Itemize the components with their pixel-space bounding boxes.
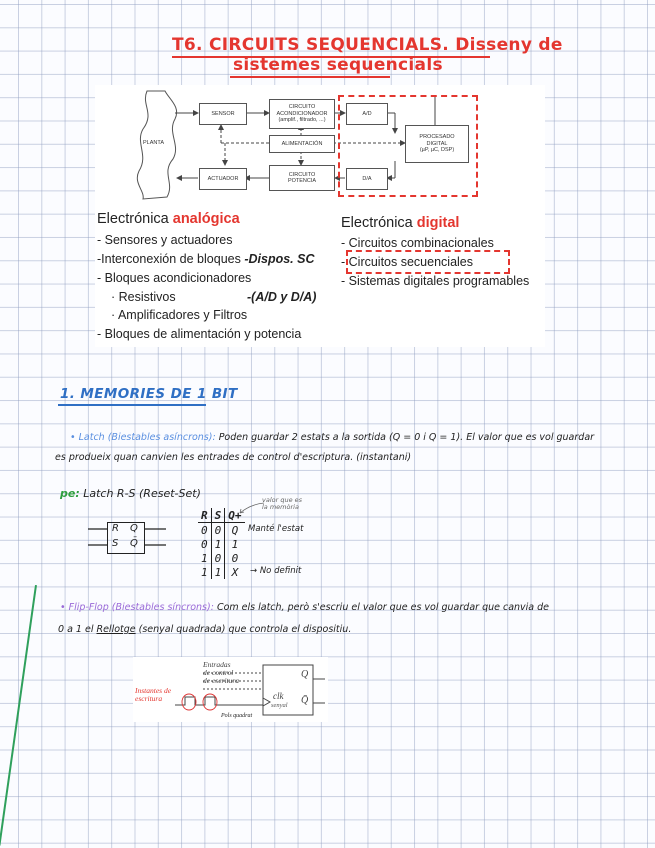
analog-item-2-text: -Interconexión de bloques [97,252,245,266]
latch-qbar: Q̄ [130,538,138,549]
analog-heading [97,211,240,227]
sensor-block [199,103,247,125]
table-row [198,537,245,551]
dispos-sc: -Dispos. SC [244,252,315,266]
truth-cell: 0 [198,537,211,551]
ff-inputs-line3: de escritura [203,676,240,685]
truth-header-row [198,508,245,523]
analog-item-3: - Bloques acondicionadores [97,271,252,285]
page-title-line1: T6. CIRCUITS SEQUENCIALS. Disseny de [172,35,563,55]
truth-cell: 0 [198,523,211,538]
digital-processing-label-3: (µP, µC, DSP) [419,147,455,154]
actuator-block [199,168,247,190]
clock-word: Rellotge [96,624,136,635]
title-underline-2 [230,76,390,78]
flipflop-figure [133,657,328,722]
power-circuit-label-2: POTENCIA [287,178,317,184]
latch-s: S [112,538,119,549]
ff-inputs-label [203,661,239,685]
digital-section-highlight [338,95,478,197]
power-supply-label: ALIMENTACIÓN [281,140,323,147]
actuator-label: ACTUADOR [207,175,239,182]
table-row [198,523,245,538]
da-label: D/A [362,175,372,182]
ff-clk: clk [273,691,284,701]
example-label: pe: [60,487,80,500]
digital-heading-emph: digital [416,215,460,231]
latch-label: • Latch (Biestables asíncrons): [70,432,216,443]
truth-cell: Q [231,523,239,537]
ad-label: A/D [362,110,372,117]
table-row [198,551,245,565]
rs-latch-wires [88,518,168,558]
sequential-highlight [346,250,510,274]
power-supply-block [269,135,335,153]
ff-write-instants [135,687,171,703]
truth-note-hold: Manté l'estat [248,524,304,534]
analog-item-4: · Resistivos [111,290,176,304]
ff-pols: Pols quadrat [221,713,253,719]
conditioner-label-2: ACONDICIONADOR [276,110,328,117]
conditioner-block [269,99,335,129]
margin-line [0,585,37,846]
truth-cell: 1 [211,537,225,551]
conditioner-label-1: CIRCUITO [288,104,316,111]
flipflop-text-1: Com els latch, però s'escriu el valor que es vol guardar que canvia de [213,602,550,613]
ff-senyal: senyal [271,702,288,709]
analog-item-5: · Amplificadores y Filtros [111,308,248,322]
truth-cell: 1 [198,565,211,579]
truth-cell: 1 [211,565,225,579]
digital-heading-prefix: Electrónica [341,215,417,231]
ff-qbar: Q̄ [301,695,309,706]
flipflop-label: • Flip-Flop (Biestables síncrons): [60,602,214,613]
truth-header-q: Q+ [225,508,245,523]
conditioner-label-3: (amplif., filtrado, ...) [278,117,326,124]
digital-processing-label-1: PROCESADO [419,134,455,141]
ff-inputs-line1: Entradas [203,660,231,669]
analog-heading-prefix: Electrónica [97,211,173,227]
digital-processing-label-2: DIGITAL [426,140,448,147]
section-title-underline [58,404,206,406]
ff-write-instants-2: escritura [135,694,163,703]
flipflop-paragraph-line1 [60,602,549,613]
annotation-line2: la memòria [262,503,299,511]
analog-heading-emph: analógica [172,211,240,227]
analog-item-6: - Bloques de alimentación y potencia [97,327,302,341]
latch-paragraph-line1 [70,432,594,443]
digital-item-2: - Circuitos secuenciales [341,255,473,269]
analog-item-1: - Sensores y actuadores [97,233,233,247]
latch-text-1: Poden guardar 2 estats a la sortida (Q = 0 i Q = 1). El valor que es vol guardar [215,432,595,443]
truth-cell: 0 [211,551,225,565]
flipflop-text-2a: 0 a 1 el [58,624,97,635]
ff-inputs-line2: de control [203,668,234,677]
sensor-label: SENSOR [211,110,235,117]
flipflop-paragraph-line2 [58,624,351,635]
plant-label: PLANTA [143,140,164,146]
latch-q: Q [130,523,138,534]
section-title: 1. MEMORIES DE 1 BIT [60,386,238,402]
truth-cell: 0 [231,551,239,565]
truth-cell: 1 [231,537,239,551]
digital-heading [341,215,459,231]
truth-cell: 1 [198,551,211,565]
flipflop-text-2b: (senyal quadrada) que controla el dispositiu. [135,624,352,635]
page-title-line2: sistemes sequencials [233,55,443,75]
example-line [60,487,201,500]
truth-cell: X [231,565,239,579]
latch-r: R [112,523,119,534]
example-text: Latch R-S (Reset-Set) [79,487,201,500]
latch-paragraph-line2: es produeix quan canvien les entrades de control d'escriptura. (instantani) [55,452,412,463]
truth-cell: 0 [211,523,225,538]
digital-item-1: - Circuitos combinacionales [341,236,494,250]
analog-item-2 [97,252,314,266]
power-circuit-block [269,165,335,191]
ad-da-note: -(A/D y D/A) [247,290,317,304]
truth-header-r: R [198,508,211,523]
power-circuit-label-1: CIRCUITO [288,171,316,178]
digital-item-3: - Sistemas digitales programables [341,274,530,288]
ff-write-instants-1: Instantes de [135,686,172,695]
ff-q: Q [301,669,309,680]
table-row [198,565,245,579]
slide-card [95,85,545,347]
truth-table [198,508,245,579]
annotation-line1: valor que es [262,496,303,504]
truth-header-s: S [211,508,225,523]
truth-note-undefined: → No definit [250,566,302,576]
